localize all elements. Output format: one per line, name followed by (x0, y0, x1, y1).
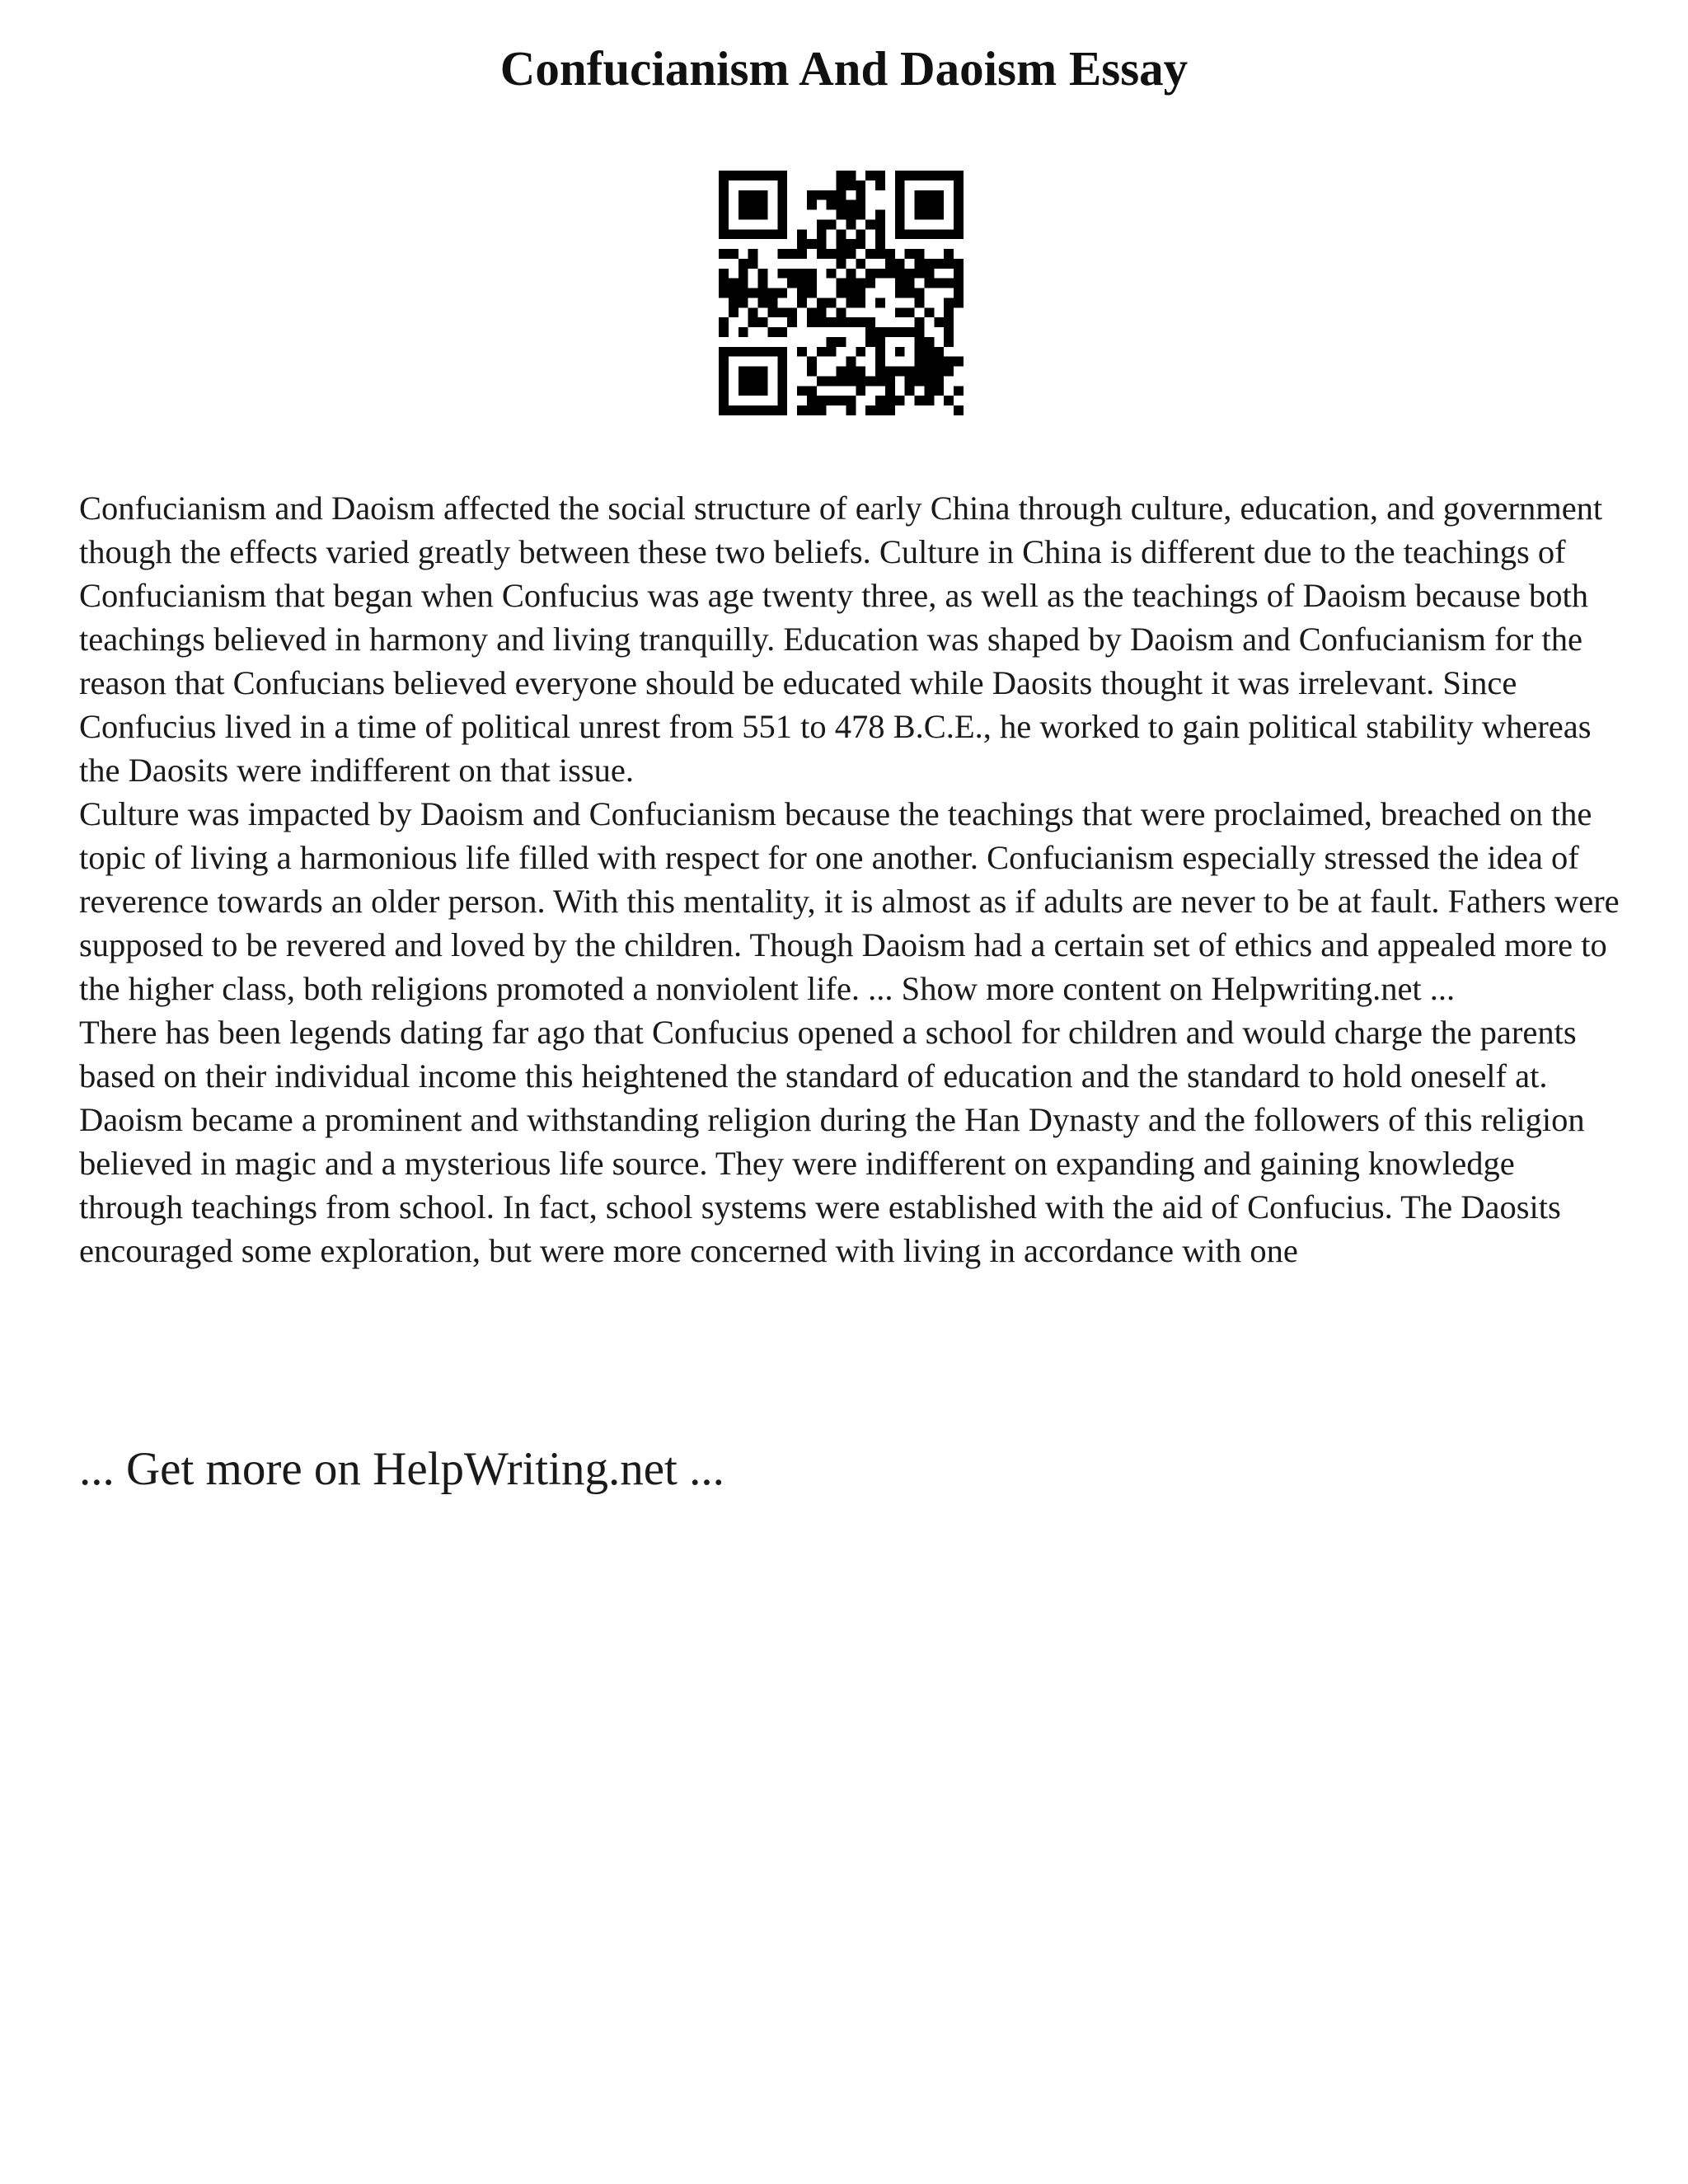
essay-paragraph-3: There has been legends dating far ago that Confucius opened a school for children and would charge the parents based on their individual income this heightened the standard of education and the standard to hold oneself at. Daoism became a prominent and withstanding religion during the Han Dynasty and the followers of this religion believed in magic and a mysterious life source. They were indifferent on expanding and gaining knowledge through teachings from school. In fact, school systems were established with the aid of Confucius. The Daosits encouraged some exploration, but were more concerned with living in accordance with one (79, 1014, 1585, 1269)
essay-paragraph-1: Confucianism and Daoism affected the social structure of early China through culture, education, and government though the effects varied greatly between these two beliefs. Culture in China is different due to the teachings of Confucianism that began when Confucius was age twenty three, as well as the teachings of Daoism because both teachings believed in harmony and living tranquilly. Education was shaped by Daoism and Confucianism for the reason that Confucians believed everyone should be educated while Daosits thought it was irrelevant. Since Confucius lived in a time of political unrest from 551 to 478 B.C.E., he worked to gain political stability whereas the Daosits were indifferent on that issue. (79, 490, 1603, 789)
qr-code-icon (719, 171, 964, 415)
get-more-link[interactable]: ... Get more on HelpWriting.net ... (79, 1443, 724, 1495)
essay-body (79, 486, 1620, 1272)
page-title: Confucianism And Daoism Essay (499, 41, 1189, 96)
essay-paragraph-2: Culture was impacted by Daoism and Confucianism because the teachings that were proclaimed, breached on the topic of living a harmonious life filled with respect for one another. Confucianism especially stressed the idea of reverence towards an older person. With this mentality, it is almost as if adults are never to be at fault. Fathers were supposed to be revered and loved by the children. Though Daoism had a certain set of ethics and appealed more to the higher class, both religions promoted a nonviolent life. ... Show more content on Helpwriting.net ... (79, 795, 1620, 1007)
